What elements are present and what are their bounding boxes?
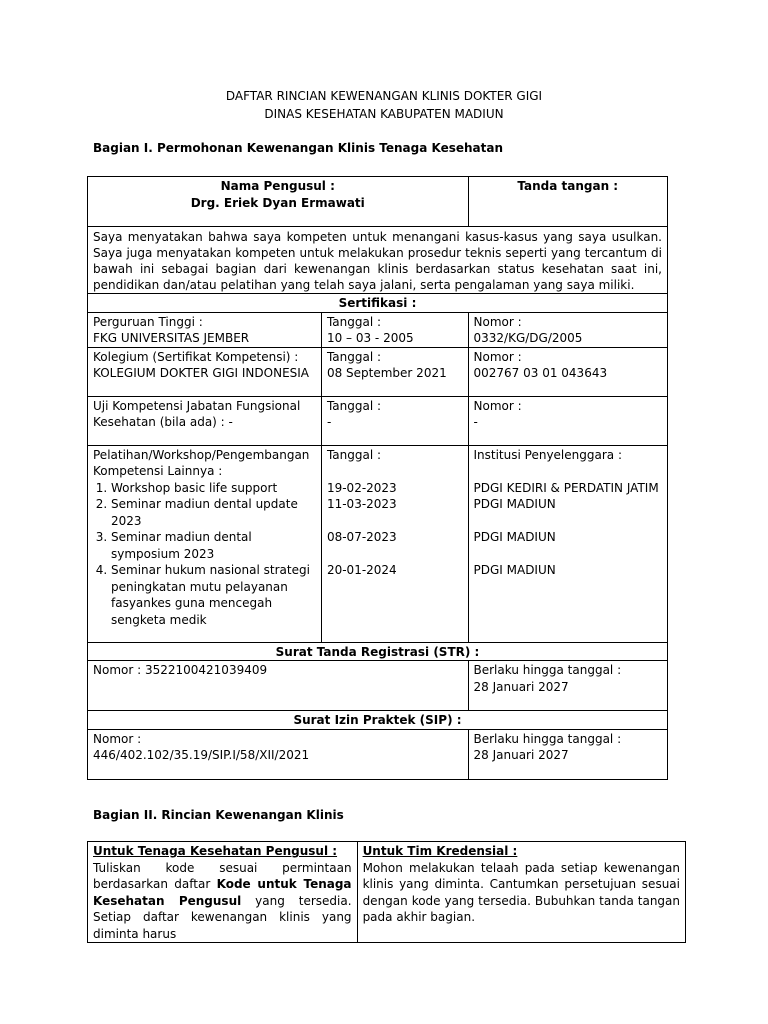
training-label-line1: Pelatihan/Workshop/Pengembangan xyxy=(93,447,310,462)
training-date-1: 19-02-2023 xyxy=(326,480,397,495)
str-valid-cell xyxy=(468,661,668,711)
signature-cell xyxy=(468,177,668,227)
training-date-2: 11-03-2023 xyxy=(326,497,397,511)
university-date: 10 – 03 - 2005 xyxy=(326,331,414,345)
applicant-instructions-header: Untuk Tenaga Kesehatan Pengusul : xyxy=(93,844,338,858)
kolegium-date-label: Tanggal : xyxy=(326,349,382,364)
str-valid-date: 28 Januari 2027 xyxy=(473,679,569,694)
training-institution-2: PDGI MADIUN xyxy=(473,497,556,511)
document-title-line1: DAFTAR RINCIAN KEWENANGAN KLINIS DOKTER GIGI xyxy=(225,89,543,103)
university-date-cell xyxy=(321,312,468,347)
sip-valid-date: 28 Januari 2027 xyxy=(473,748,569,762)
university-number-label: Nomor : xyxy=(473,314,522,329)
applicant-instructions-cell xyxy=(88,842,358,943)
uji-number: - xyxy=(473,415,478,429)
document-title-line2: DINAS KESEHATAN KABUPATEN MADIUN xyxy=(264,107,504,121)
uji-label-line2: Kesehatan (bila ada) : - xyxy=(93,415,233,429)
uji-date-cell xyxy=(321,396,468,445)
university-value: FKG UNIVERSITAS JEMBER xyxy=(93,331,250,345)
certification-header: Sertifikasi : xyxy=(88,294,668,313)
section1-title: Bagian I. Permohonan Kewenangan Klinis Tenaga Kesehatan xyxy=(93,141,504,155)
sip-number: 446/402.102/35.19/SIP.I/58/XII/2021 xyxy=(93,748,310,762)
training-institution-label: Institusi Penyelenggara : xyxy=(473,447,622,462)
training-item: 2. Seminar madiun dental update 2023 xyxy=(111,496,316,529)
training-date-cell xyxy=(321,445,468,642)
university-date-label: Tanggal : xyxy=(326,314,382,329)
university-label: Perguruan Tinggi : xyxy=(93,314,203,329)
credential-team-text: Mohon melakukan telaah pada setiap kewenangan klinis yang diminta. Cantumkan persetujuan sesuai dengan kode yang tersedia. Bubuhkan tanda tangan pada akhir bagian. xyxy=(362,860,680,924)
str-number-cell xyxy=(88,661,469,711)
statement-cell xyxy=(88,227,668,294)
training-institution-1: PDGI KEDIRI & PERDATIN JATIM xyxy=(473,480,659,495)
training-date-4: 20-01-2024 xyxy=(326,563,397,577)
credential-team-header: Untuk Tim Kredensial : xyxy=(362,844,518,858)
uji-number-label: Nomor : xyxy=(473,398,522,413)
str-valid-label: Berlaku hingga tanggal : xyxy=(473,663,622,677)
training-date-label: Tanggal : xyxy=(326,447,382,462)
kolegium-value: KOLEGIUM DOKTER GIGI INDONESIA xyxy=(93,366,310,380)
str-header: Surat Tanda Registrasi (STR) : xyxy=(88,642,668,661)
kolegium-date-cell xyxy=(321,347,468,396)
uji-label-line1: Uji Kompetensi Jabatan Fungsional xyxy=(93,398,301,413)
sip-header: Surat Izin Praktek (SIP) : xyxy=(88,711,668,730)
section2-title: Bagian II. Rincian Kewenangan Klinis xyxy=(93,808,344,822)
training-cell xyxy=(88,445,322,642)
signature-label: Tanda tangan : xyxy=(517,179,619,193)
application-table xyxy=(87,176,668,780)
training-item: 3. Seminar madiun dental symposium 2023 xyxy=(111,529,316,562)
uji-number-cell xyxy=(468,396,668,445)
kolegium-label: Kolegium (Sertifikat Kompetensi) : xyxy=(93,349,299,364)
sip-number-label: Nomor : xyxy=(93,731,142,746)
kolegium-number: 002767 03 01 043643 xyxy=(473,366,608,380)
university-cell xyxy=(88,312,322,347)
sip-valid-cell xyxy=(468,729,668,779)
sip-valid-label: Berlaku hingga tanggal : xyxy=(473,731,622,746)
uji-date: - xyxy=(326,415,332,429)
credential-team-instructions-cell xyxy=(357,842,685,943)
applicant-label: Nama Pengusul : xyxy=(220,179,335,193)
training-institution-4: PDGI MADIUN xyxy=(473,563,556,577)
kolegium-number-cell xyxy=(468,347,668,396)
training-list xyxy=(93,480,316,629)
applicant-instructions-text: Tuliskan kode sesuai permintaan berdasarkan daftar Kode untuk Tenaga Kesehatan Pengusul yang tersedia. Setiap daftar kewenangan klinis yang diminta harus xyxy=(93,860,352,941)
training-date-3: 08-07-2023 xyxy=(326,530,397,544)
uji-cell xyxy=(88,396,322,445)
training-item: 4. Seminar hukum nasional strategi peningkatan mutu pelayanan fasyankes guna mencegah sengketa medik xyxy=(111,562,316,628)
applicant-cell xyxy=(88,177,469,227)
kolegium-cell xyxy=(88,347,322,396)
statement-text: Saya menyatakan bahwa saya kompeten untuk menangani kasus-kasus yang saya usulkan. Saya juga menyatakan kompeten untuk melakukan prosedur teknis seperti yang tercantum di bawah ini sebagai bagian dari kewenangan klinis berdasarkan status kesehatan saat ini, pendidikan dan/atau pelatihan yang telah saya jalani, serta pengalaman yang saya miliki. xyxy=(93,230,662,292)
training-label-line2: Kompetensi Lainnya : xyxy=(93,464,223,478)
training-institution-3: PDGI MADIUN xyxy=(473,530,556,544)
applicant-name: Drg. Eriek Dyan Ermawati xyxy=(190,195,365,210)
university-number-cell xyxy=(468,312,668,347)
str-number: Nomor : 3522100421039409 xyxy=(93,663,268,677)
kolegium-date: 08 September 2021 xyxy=(326,366,447,380)
clinical-authority-table xyxy=(87,841,686,943)
uji-date-label: Tanggal : xyxy=(326,398,382,413)
training-item: 1. Workshop basic life support xyxy=(111,480,316,497)
university-number: 0332/KG/DG/2005 xyxy=(473,331,583,345)
sip-number-cell xyxy=(88,729,469,779)
training-institution-cell xyxy=(468,445,668,642)
kolegium-number-label: Nomor : xyxy=(473,349,522,364)
